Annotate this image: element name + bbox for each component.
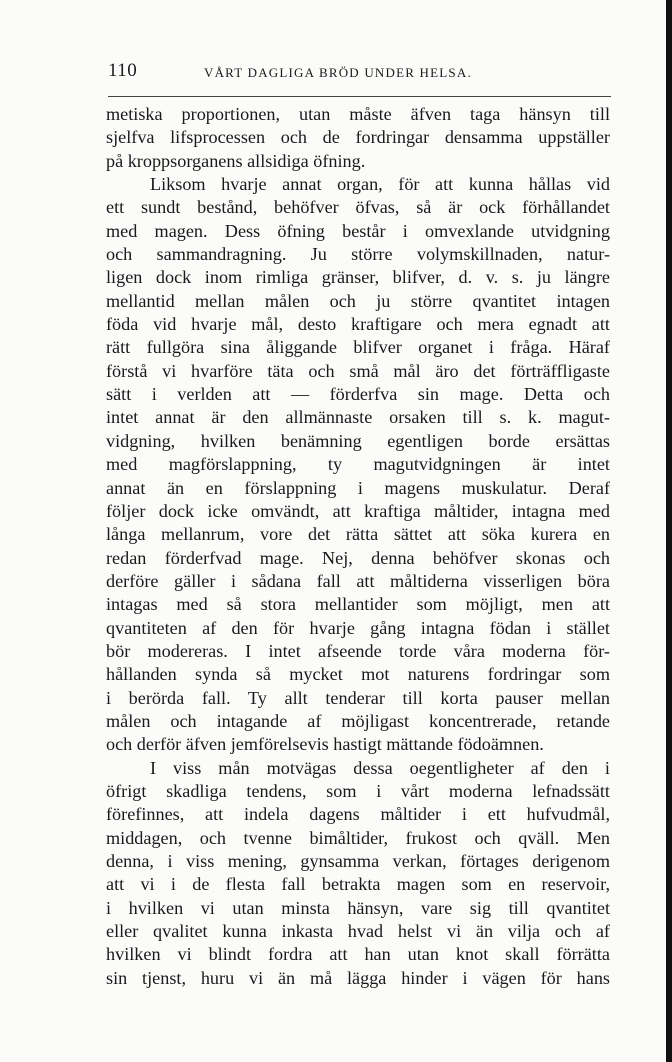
text-line: intet annat är den allmännaste orsaken till s. k. magut- bbox=[106, 407, 610, 428]
text-line: och derför äfven jemförelsevis hastigt mättande födoämnen. bbox=[106, 734, 544, 755]
text-line: att vi i de flesta fall betrakta magen som en reservoir, bbox=[106, 874, 610, 895]
text-line: föda vid hvarje mål, desto kraftigare och mera egnadt att bbox=[106, 314, 610, 335]
text-line: med magen. Dess öfning består i omvexlande utvidgning bbox=[106, 220, 610, 241]
page-edge-border bbox=[666, 0, 672, 1062]
text-line: sätt i verlden att — förderfva sin mage. Detta och bbox=[106, 384, 610, 405]
text-line: sin tjenst, huru vi än må lägga hinder i vägen för hans bbox=[106, 967, 610, 988]
text-line: vidgning, hvilken benämning egentligen borde ersättas bbox=[106, 430, 610, 451]
text-line: ett sundt bestånd, behöfver öfvas, så är ock förhållandet bbox=[106, 197, 610, 218]
text-line: annat än en förslappning i magens muskulatur. Deraf bbox=[106, 477, 610, 498]
text-line: derföre gäller i sådana fall att måltiderna visserligen böra bbox=[106, 570, 610, 591]
text-line: ligen dock inom rimliga gränser, blifver, d. v. s. ju längre bbox=[106, 267, 610, 288]
text-line: i hvilken vi utan minsta hänsyn, vare sig till qvantitet bbox=[106, 897, 610, 918]
text-line: med magförslappning, ty magutvidgningen är intet bbox=[106, 454, 610, 475]
text-line: följer dock icke omvändt, att kraftiga måltider, intagna med bbox=[106, 500, 610, 521]
text-line: hvilken vi blindt fordra att han utan knot skall förrätta bbox=[106, 944, 610, 965]
text-line: eller qvalitet kunna inkasta hvad helst vi än vilja och af bbox=[106, 921, 610, 942]
text-line: intagas med så stora mellantider som möjligt, men att bbox=[106, 594, 610, 615]
text-line: hållanden synda så mycket mot naturens fordringar som bbox=[106, 664, 610, 685]
text-line: målen och intagande af möjligast koncentrerade, retande bbox=[106, 710, 610, 731]
text-line: redan förderfvad mage. Nej, denna behöfver skonas och bbox=[106, 547, 610, 568]
text-line: sjelfva lifsprocessen och de fordringar densamma uppställer bbox=[106, 127, 610, 148]
header-rule bbox=[108, 96, 611, 97]
text-line: förefinnes, att indela dagens måltider i ett hufvudmål, bbox=[106, 804, 610, 825]
text-line: qvantiteten af den för hvarje gång intagna födan i stället bbox=[106, 617, 610, 638]
text-line: på kroppsorganens allsidiga öfning. bbox=[106, 150, 366, 171]
text-line: I viss mån motvägas dessa oegentligheter af den i bbox=[150, 757, 610, 778]
text-line: mellantid mellan målen och ju större qvantitet intagen bbox=[106, 290, 610, 311]
page-header bbox=[108, 60, 612, 90]
text-line: långa mellanrum, vore det rätta sättet att söka kurera en bbox=[106, 524, 610, 545]
text-line: i berörda fall. Ty allt tenderar till korta pauser mellan bbox=[106, 687, 610, 708]
body-text bbox=[106, 103, 610, 990]
running-title: VÅRT DAGLIGA BRÖD UNDER HELSA. bbox=[204, 65, 472, 80]
page-number: 110 bbox=[108, 60, 138, 81]
text-line: middagen, och tvenne bimåltider, frukost och qväll. Men bbox=[106, 827, 610, 848]
text-line: rätt fullgöra sina åliggande blifver organet i fråga. Häraf bbox=[106, 337, 610, 358]
text-line: och sammandragning. Ju större volymskillnaden, natur- bbox=[106, 244, 610, 265]
text-line: metiska proportionen, utan måste äfven taga hänsyn till bbox=[106, 104, 610, 124]
text-line: förstå vi hvarföre täta och små mål äro det förträffligaste bbox=[106, 360, 610, 381]
text-line: bör modereras. I intet afseende torde våra moderna för- bbox=[106, 640, 610, 661]
text-line: Liksom hvarje annat organ, för att kunna hållas vid bbox=[150, 174, 610, 195]
text-line: öfrigt skadliga tendens, som i vårt moderna lefnadssätt bbox=[106, 780, 610, 801]
text-line: denna, i viss mening, gynsamma verkan, förtages derigenom bbox=[106, 851, 610, 871]
